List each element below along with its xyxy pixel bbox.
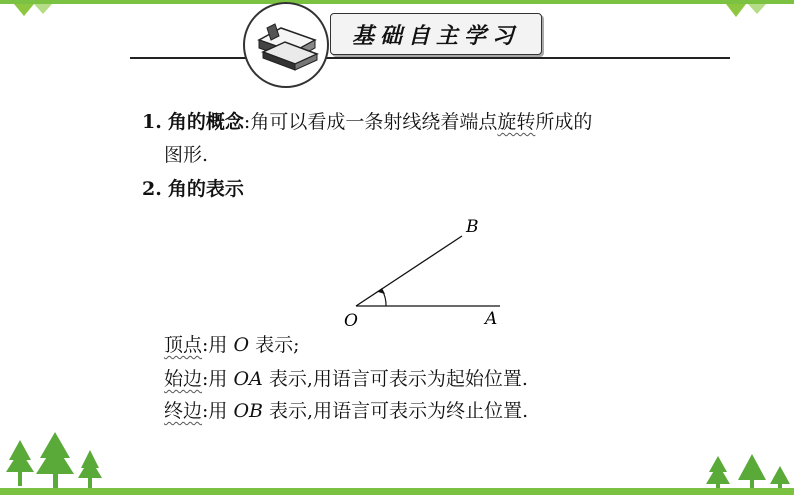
item-number: 1.: [142, 111, 162, 133]
notation-heading: [142, 177, 244, 201]
definition-text: :用: [202, 334, 234, 356]
definition-symbol: O: [233, 334, 250, 356]
label-b: B: [466, 217, 479, 237]
definition-symbol: OB: [233, 400, 264, 422]
angle-diagram: [340, 212, 520, 332]
definition-term: 始边: [164, 368, 203, 390]
trees-decor-icon: [0, 430, 110, 490]
ray-ob: [356, 236, 462, 306]
definition-text: 表示,用语言可表示为起始位置.: [262, 368, 528, 390]
definition-term: 终边: [164, 400, 203, 422]
item-text: 角可以看成一条射线绕着端点: [250, 111, 498, 133]
definition-term: 顶点: [164, 334, 203, 356]
definition-text: 表示,用语言可表示为终止位置.: [263, 400, 529, 422]
concept-line-1: [142, 110, 592, 134]
definition-terminal-side: [164, 399, 528, 423]
definition-vertex: [164, 333, 300, 357]
item-colon: :: [243, 111, 251, 133]
section-title: 基础自主学习: [351, 23, 520, 49]
definition-text: :用: [202, 400, 234, 422]
concept-line-2: [164, 143, 208, 167]
item-text: 所成的: [535, 111, 593, 133]
item-term: 角的概念: [167, 111, 244, 133]
trees-decor-icon: [700, 450, 794, 490]
item-text: 图形.: [164, 144, 209, 166]
label-vertex: O: [344, 311, 358, 331]
definition-symbol: OA: [233, 368, 263, 390]
item-emphasis: 旋转: [497, 111, 536, 133]
bottom-decor-bar: [0, 488, 794, 495]
label-a: A: [485, 309, 498, 329]
definition-text: :用: [202, 368, 234, 390]
item-term: 角的表示: [167, 178, 244, 200]
item-number: 2.: [142, 178, 162, 200]
definition-text: 表示;: [249, 334, 300, 356]
definition-initial-side: [164, 367, 528, 391]
rotation-arrow-icon: [378, 288, 385, 294]
